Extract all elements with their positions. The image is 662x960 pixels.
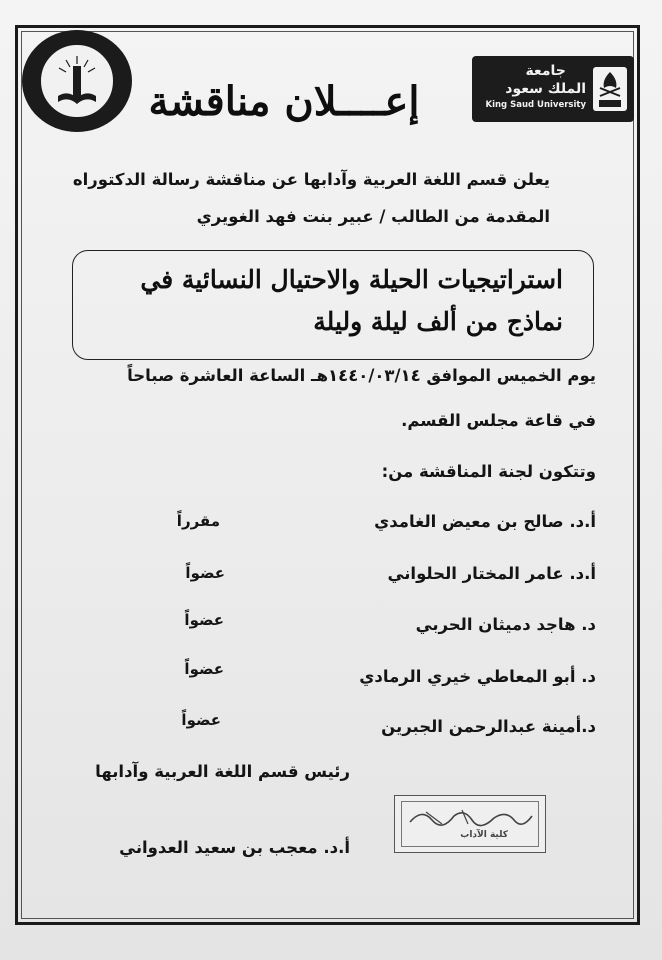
thesis-title-box	[72, 250, 594, 360]
committee-member-name: د. أبو المعاطي خيري الرمادي	[359, 667, 596, 686]
university-name-en: King Saud University	[485, 100, 586, 110]
schedule-venue: في قاعة مجلس القسم.	[401, 411, 596, 430]
committee-member-role: عضواً	[181, 711, 221, 729]
thesis-title-line-2: نماذج من ألف ليلة وليلة	[313, 307, 563, 336]
committee-member-name: د.أمينة عبدالرحمن الجبرين	[381, 717, 596, 736]
university-name-ar: جامعة الملك سعود	[505, 63, 586, 97]
ksu-seal-icon	[592, 66, 628, 112]
department-head-name: أ.د. معجب بن سعيد العدواني	[119, 838, 350, 857]
committee-member-role: مقرراً	[176, 512, 220, 530]
committee-member-name: د. هاجد دميثان الحربي	[415, 615, 596, 634]
stamp-text: كلية الآداب	[460, 830, 508, 840]
committee-heading: وتتكون لجنة المناقشة من:	[381, 462, 596, 481]
committee-member-role: عضواً	[184, 660, 224, 678]
schedule-date-time: يوم الخميس الموافق ١٤٤٠/٠٣/١٤هـ الساعة العاشرة صباحاً	[127, 366, 596, 385]
official-stamp	[394, 795, 546, 853]
college-logo-text	[77, 81, 78, 82]
committee-member-name: أ.د. صالح بن معيض الغامدي	[374, 512, 596, 531]
announcement-line-1: يعلن قسم اللغة العربية وآدابها عن مناقشة رسالة الدكتوراه	[72, 170, 550, 189]
committee-member-name: أ.د. عامر المختار الحلواني	[387, 564, 596, 583]
announcement-title	[108, 67, 460, 135]
ksu-logo	[472, 56, 634, 122]
announcement-line-2: المقدمة من الطالب / عبير بنت فهد الغويري	[196, 207, 550, 226]
page-title: إعــــلان مناقشة	[148, 77, 420, 125]
signature-scribble-icon	[402, 804, 538, 830]
committee-member-role: عضواً	[184, 611, 224, 629]
department-head-title: رئيس قسم اللغة العربية وآدابها	[95, 762, 350, 781]
committee-member-role: عضواً	[185, 564, 225, 582]
thesis-title-line-1: استراتيجيات الحيلة والاحتيال النسائية في	[140, 265, 563, 294]
